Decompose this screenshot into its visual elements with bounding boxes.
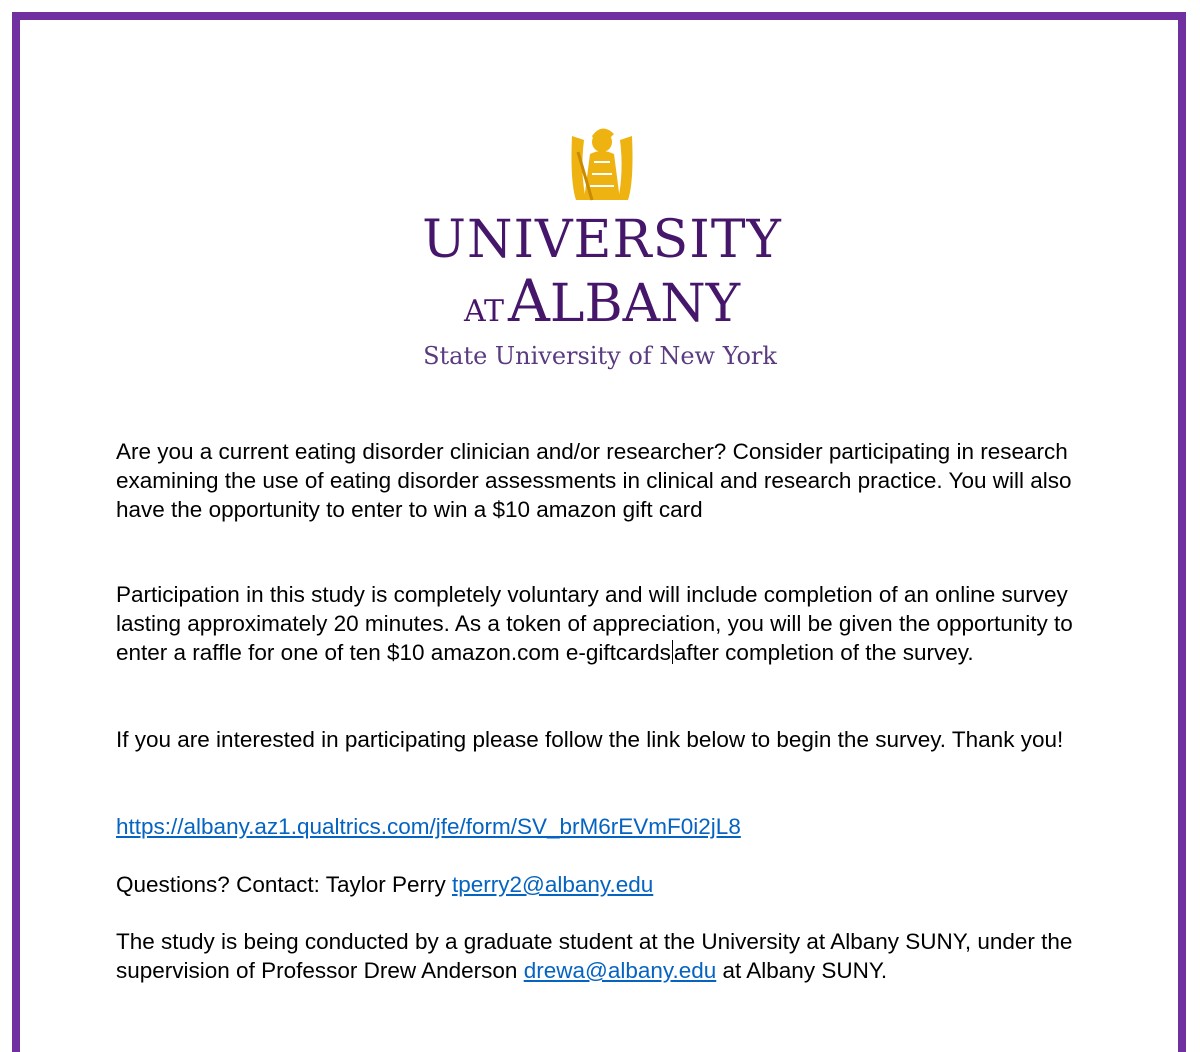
participation-text-end: after completion of the survey. bbox=[673, 640, 974, 665]
interest-paragraph: If you are interested in participating please follow the link below to begin the survey. Thank you! bbox=[116, 727, 1064, 752]
logo-lbany: LBANY bbox=[549, 274, 741, 334]
link-paragraph bbox=[116, 812, 1106, 841]
logo-subtitle: State University of New York bbox=[423, 342, 777, 370]
questions-text: Questions? Contact: Taylor Perry bbox=[116, 872, 452, 897]
survey-link[interactable]: https://albany.az1.qualtrics.com/jfe/form/SV_brM6rEVmF0i2jL8 bbox=[116, 814, 741, 839]
contact-email-link[interactable]: tperry2@albany.edu bbox=[451, 872, 654, 897]
conducted-text-end: at Albany SUNY. bbox=[716, 958, 888, 983]
conducted-text: The study is being conducted by a graduate student at the University at Albany SUNY, under the supervision of Professor Drew Anderson bbox=[116, 929, 1073, 983]
participation-paragraph bbox=[116, 580, 1106, 667]
intro-paragraph: Are you a current eating disorder clinician and/or researcher? Consider participating in research examining the use of eating disorder assessments in clinical and research practice. You will also have the opportunity to enter to win a $10 amazon gift card bbox=[116, 439, 1072, 522]
minerva-emblem-icon bbox=[562, 122, 642, 202]
text-cursor bbox=[672, 640, 673, 664]
supervisor-email-link[interactable]: drewa@albany.edu bbox=[523, 958, 717, 983]
logo-university-text: UNIVERSITY bbox=[422, 210, 782, 270]
participation-text: Participation in this study is completely voluntary and will include completion of an online survey lasting approximately 20 minutes. As a token of appreciation, you will be given the opportunity to enter a raffle for one of ten $10 amazon.com e-giftcards bbox=[116, 582, 1073, 665]
logo-a: A bbox=[508, 267, 550, 335]
logo-albany-text bbox=[0, 267, 1200, 343]
logo-at: AT bbox=[463, 294, 505, 329]
conducted-paragraph bbox=[116, 927, 1106, 985]
questions-paragraph bbox=[116, 870, 1106, 899]
